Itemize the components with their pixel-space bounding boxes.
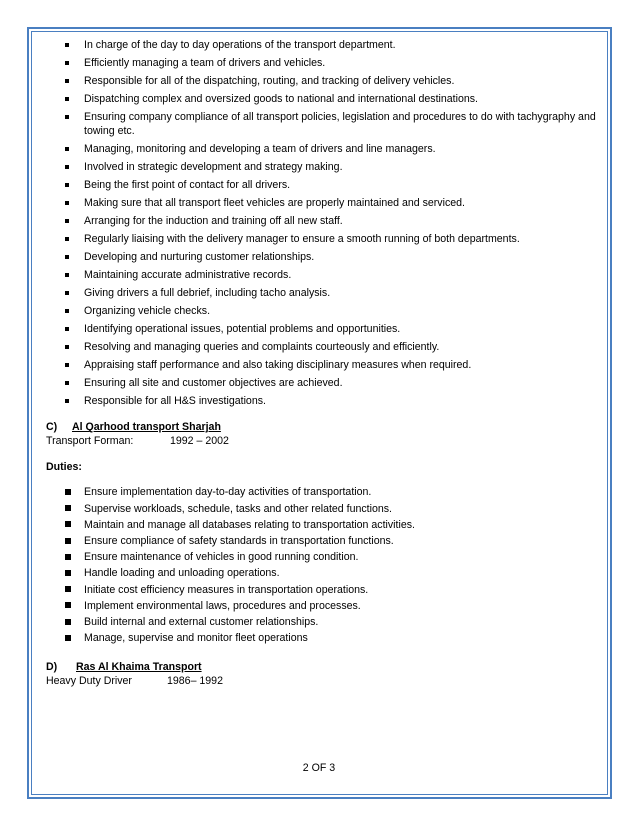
list-item: Ensure implementation day-to-day activities of transportation. [46, 485, 596, 499]
square-bullet-icon [65, 183, 69, 187]
square-bullet-icon [65, 570, 71, 576]
section-c-duties-list [46, 485, 596, 645]
section-c-heading [46, 420, 596, 434]
list-item: Maintain and manage all databases relating to transportation activities. [46, 518, 596, 532]
list-item: Handle loading and unloading operations. [46, 566, 596, 580]
square-bullet-icon [65, 201, 69, 205]
square-bullet-icon [65, 399, 69, 403]
square-bullet-icon [65, 554, 71, 560]
square-bullet-icon [65, 61, 69, 65]
list-item: Ensuring company compliance of all transport policies, legislation and procedures to do with tachygraphy and towing etc. [46, 110, 596, 138]
page-number: 2 OF 3 [302, 762, 336, 774]
list-item: Responsible for all H&S investigations. [46, 394, 596, 408]
square-bullet-icon [65, 309, 69, 313]
square-bullet-icon [65, 586, 71, 592]
square-bullet-icon [65, 345, 69, 349]
responsibilities-list [46, 38, 596, 408]
list-item: Dispatching complex and oversized goods to national and international destinations. [46, 92, 596, 106]
section-c-letter: C) [46, 421, 58, 434]
section-d-role: Heavy Duty Driver [46, 674, 132, 687]
list-item: Making sure that all transport fleet vehicles are properly maintained and serviced. [46, 196, 596, 210]
section-d-heading [46, 660, 596, 674]
square-bullet-icon [65, 327, 69, 331]
list-item: Appraising staff performance and also taking disciplinary measures when required. [46, 358, 596, 372]
section-d-period: 1986– 1992 [167, 674, 223, 687]
square-bullet-icon [65, 635, 71, 641]
section-c-role: Transport Forman: [46, 435, 134, 448]
square-bullet-icon [65, 165, 69, 169]
list-item: Being the first point of contact for all drivers. [46, 178, 596, 192]
list-item: Managing, monitoring and developing a team of drivers and line managers. [46, 142, 596, 156]
list-item: Maintaining accurate administrative records. [46, 268, 596, 282]
square-bullet-icon [65, 381, 69, 385]
square-bullet-icon [65, 363, 69, 367]
square-bullet-icon [65, 602, 71, 608]
list-item: Resolving and managing queries and complaints courteously and efficiently. [46, 340, 596, 354]
list-item: Implement environmental laws, procedures and processes. [46, 599, 596, 613]
square-bullet-icon [65, 291, 69, 295]
document-body [46, 38, 596, 688]
section-c-organization: Al Qarhood transport Sharjah [72, 421, 221, 434]
list-item: Ensure compliance of safety standards in transportation functions. [46, 534, 596, 548]
section-c-duties-label: Duties: [46, 461, 82, 474]
square-bullet-icon [65, 538, 71, 544]
square-bullet-icon [65, 97, 69, 101]
list-item: Build internal and external customer relationships. [46, 615, 596, 629]
section-d-letter: D) [46, 660, 58, 673]
square-bullet-icon [65, 43, 69, 47]
list-item: Giving drivers a full debrief, including tacho analysis. [46, 286, 596, 300]
list-item: Initiate cost efficiency measures in transportation operations. [46, 583, 596, 597]
list-item: Responsible for all of the dispatching, routing, and tracking of delivery vehicles. [46, 74, 596, 88]
list-item: Organizing vehicle checks. [46, 304, 596, 318]
list-item: Ensuring all site and customer objectives are achieved. [46, 376, 596, 390]
square-bullet-icon [65, 219, 69, 223]
square-bullet-icon [65, 521, 71, 527]
list-item: Regularly liaising with the delivery manager to ensure a smooth running of both departments. [46, 232, 596, 246]
square-bullet-icon [65, 237, 69, 241]
square-bullet-icon [65, 489, 71, 495]
section-c-period: 1992 – 2002 [170, 435, 229, 448]
list-item: Supervise workloads, schedule, tasks and other related functions. [46, 502, 596, 516]
square-bullet-icon [65, 147, 69, 151]
list-item: Manage, supervise and monitor fleet operations [46, 631, 596, 645]
square-bullet-icon [65, 115, 69, 119]
list-item: Efficiently managing a team of drivers and vehicles. [46, 56, 596, 70]
section-d-organization: Ras Al Khaima Transport [76, 660, 202, 673]
list-item: Developing and nurturing customer relationships. [46, 250, 596, 264]
list-item: In charge of the day to day operations of the transport department. [46, 38, 596, 52]
square-bullet-icon [65, 79, 69, 83]
section-c-role-line [46, 434, 596, 448]
square-bullet-icon [65, 273, 69, 277]
square-bullet-icon [65, 619, 71, 625]
list-item: Identifying operational issues, potential problems and opportunities. [46, 322, 596, 336]
list-item: Involved in strategic development and strategy making. [46, 160, 596, 174]
square-bullet-icon [65, 255, 69, 259]
section-d-role-line [46, 674, 596, 688]
list-item: Arranging for the induction and training off all new staff. [46, 214, 596, 228]
list-item: Ensure maintenance of vehicles in good running condition. [46, 550, 596, 564]
square-bullet-icon [65, 505, 71, 511]
